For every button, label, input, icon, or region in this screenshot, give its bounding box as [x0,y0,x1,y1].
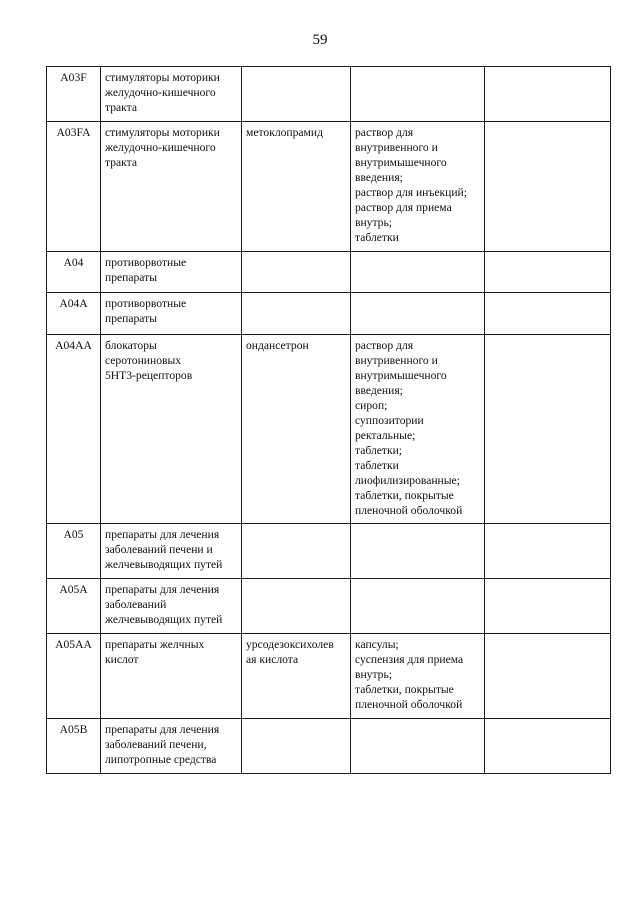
dosage-form-cell [351,293,485,335]
substance-cell: метоклопрамид [242,122,351,252]
substance-cell [242,524,351,579]
substance-cell [242,252,351,293]
extra-cell [485,252,611,293]
atc-code-cell: A05 [47,524,101,579]
substance-cell [242,67,351,122]
dosage-form-cell: раствор для внутривенного и внутримышечного введения; сироп; суппозитории ректальные; таблетки; таблетки лиофилизированные; таблетки, покрытые пленочной оболочкой [351,335,485,524]
atc-code-cell: A04A [47,293,101,335]
atc-code-cell: A05AA [47,634,101,719]
atc-code-cell: A04 [47,252,101,293]
group-cell: препараты для лечения заболеваний печени и желчевыводящих путей [101,524,242,579]
substance-cell [242,293,351,335]
table-row [47,524,611,579]
dosage-form-cell: капсулы; суспензия для приема внутрь; таблетки, покрытые пленочной оболочкой [351,634,485,719]
group-cell: противорвотные препараты [101,252,242,293]
group-cell: препараты для лечения заболеваний печени, липотропные средства [101,719,242,774]
extra-cell [485,719,611,774]
group-cell: препараты для лечения заболеваний желчевыводящих путей [101,579,242,634]
extra-cell [485,67,611,122]
extra-cell [485,335,611,524]
group-cell: препараты желчных кислот [101,634,242,719]
substance-cell [242,719,351,774]
extra-cell [485,122,611,252]
atc-code-cell: A04AA [47,335,101,524]
dosage-form-cell: раствор для внутривенного и внутримышечного введения; раствор для инъекций; раствор для приема внутрь; таблетки [351,122,485,252]
group-cell: блокаторы серотониновых 5HT3-рецепторов [101,335,242,524]
table-row [47,293,611,335]
table-row [47,122,611,252]
atc-code-cell: A05A [47,579,101,634]
drug-table [46,66,611,774]
group-cell: стимуляторы моторики желудочно-кишечного тракта [101,122,242,252]
group-cell: противорвотные препараты [101,293,242,335]
extra-cell [485,293,611,335]
table-row [47,719,611,774]
table-row [47,252,611,293]
extra-cell [485,579,611,634]
dosage-form-cell [351,524,485,579]
table-row [47,67,611,122]
page-number: 59 [312,32,328,48]
dosage-form-cell [351,579,485,634]
substance-cell: урсодезоксихолев ая кислота [242,634,351,719]
dosage-form-cell [351,252,485,293]
substance-cell: ондансетрон [242,335,351,524]
extra-cell [485,634,611,719]
group-cell: стимуляторы моторики желудочно-кишечного тракта [101,67,242,122]
atc-code-cell: A03F [47,67,101,122]
substance-cell [242,579,351,634]
extra-cell [485,524,611,579]
table-row [47,634,611,719]
table-row [47,579,611,634]
table-row [47,335,611,524]
dosage-form-cell [351,719,485,774]
dosage-form-cell [351,67,485,122]
atc-code-cell: A03FA [47,122,101,252]
atc-code-cell: A05B [47,719,101,774]
